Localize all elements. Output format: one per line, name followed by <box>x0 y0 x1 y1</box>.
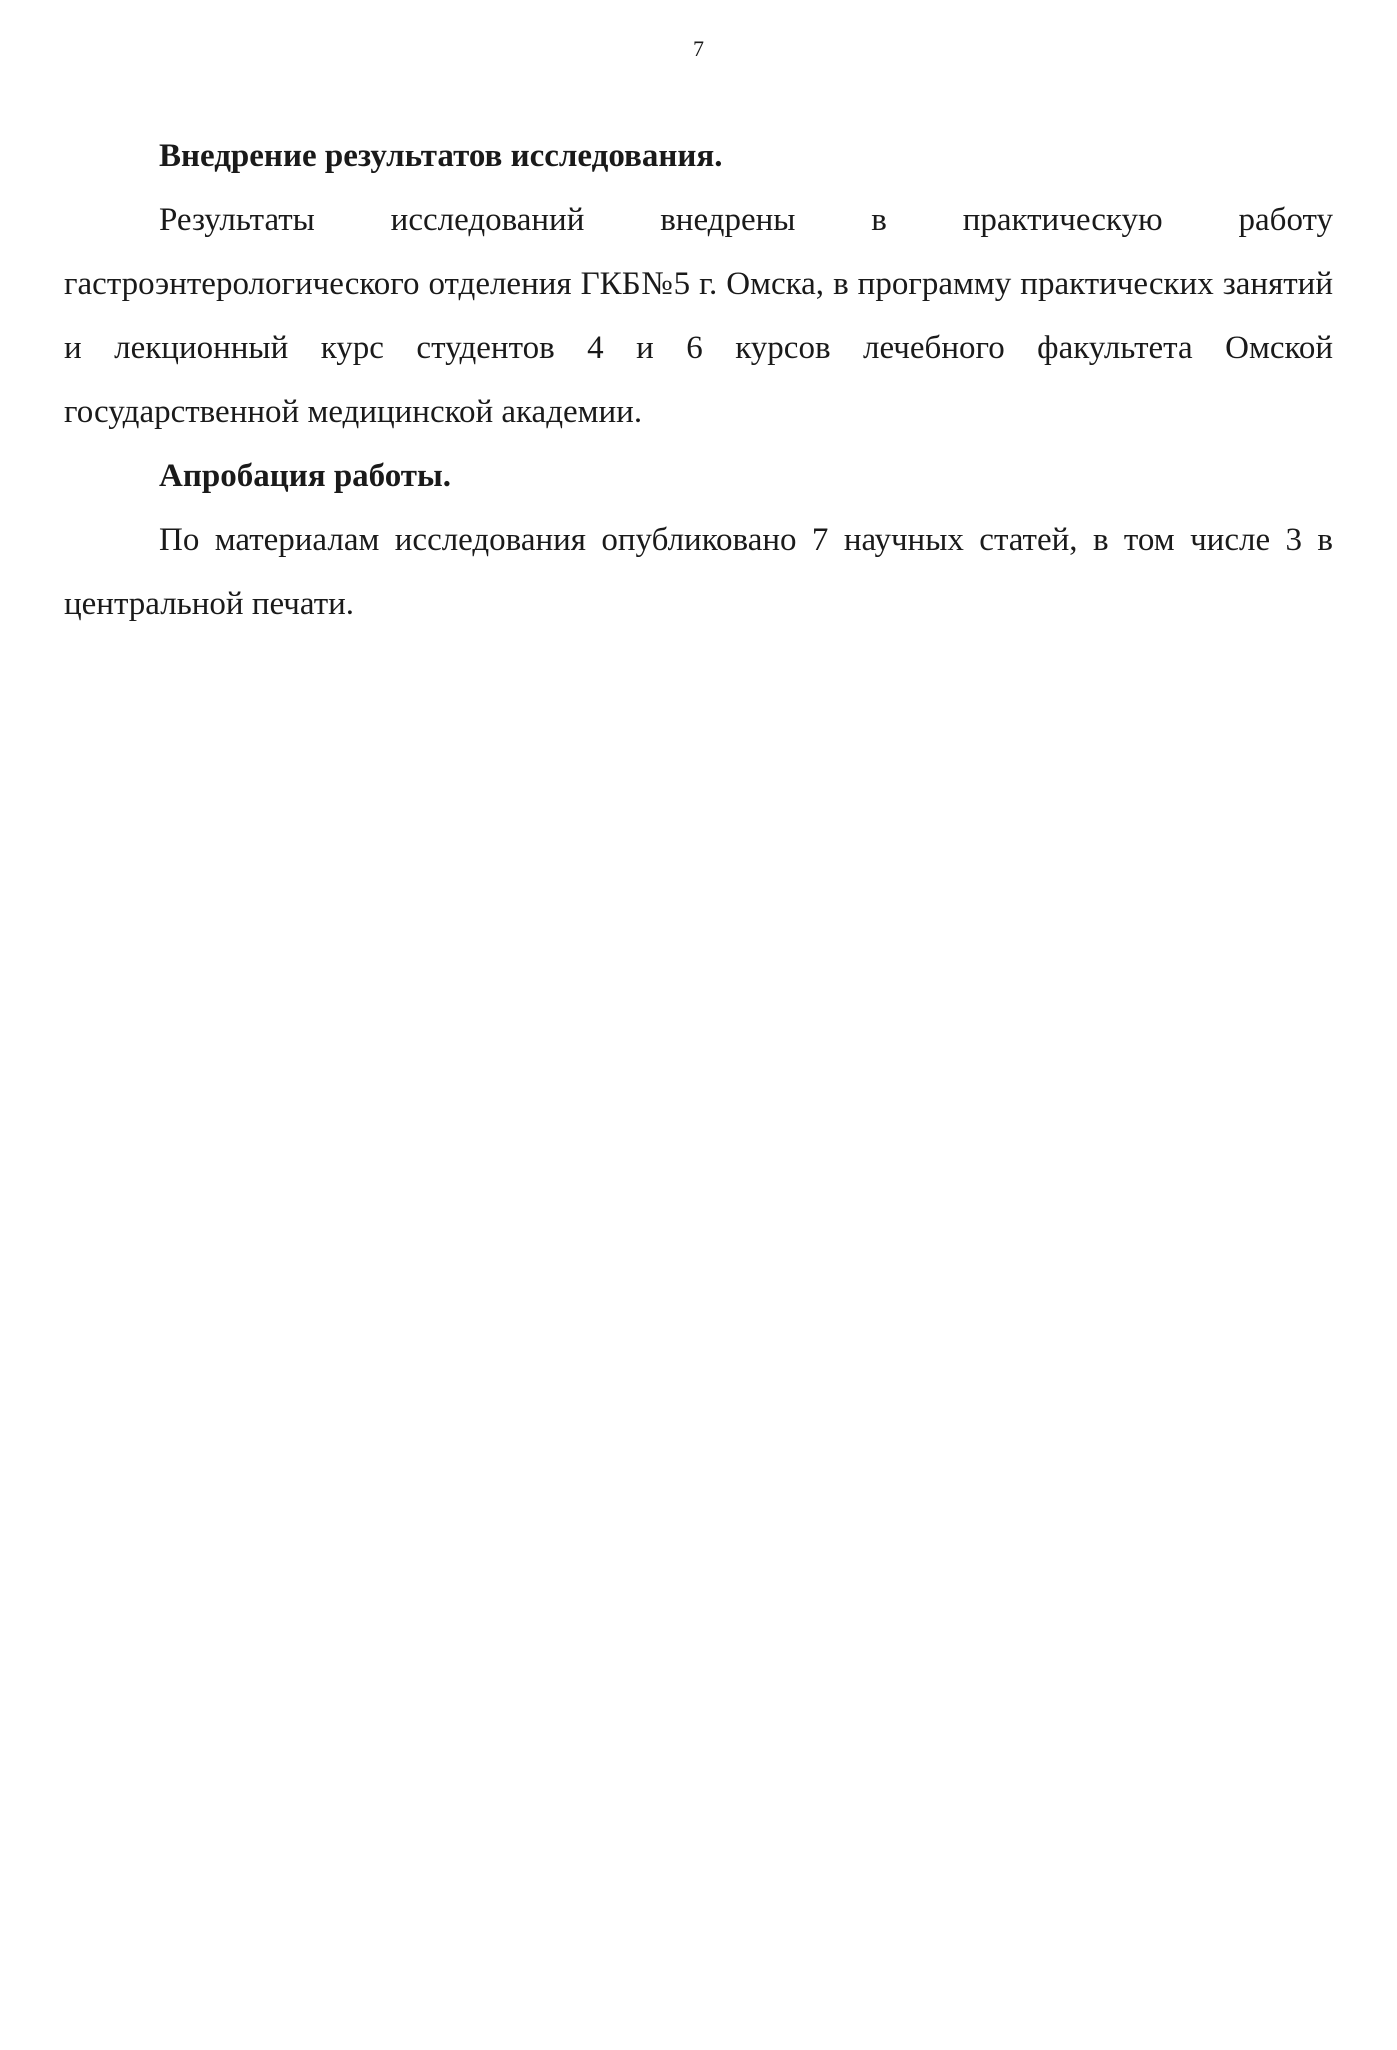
page-body <box>64 124 1333 636</box>
section-heading-approbation: Апробация работы. <box>159 458 452 494</box>
section-paragraph-approbation: По материалам исследования опубликовано 7 научных статей, в том числе 3 в центральной печати. <box>64 522 1333 622</box>
section-paragraph-implementation: Результаты исследований внедрены в практическую работу гастроэнтерологического отделения ГКБ№5 г. Омска, в программу практических занятий и лекционный курс студентов 4 и 6 курсов лечебного факультета Омской государственной медицинской академии. <box>64 202 1333 430</box>
page-number: 7 <box>693 36 704 61</box>
section-heading-implementation: Внедрение результатов исследования. <box>159 138 723 174</box>
